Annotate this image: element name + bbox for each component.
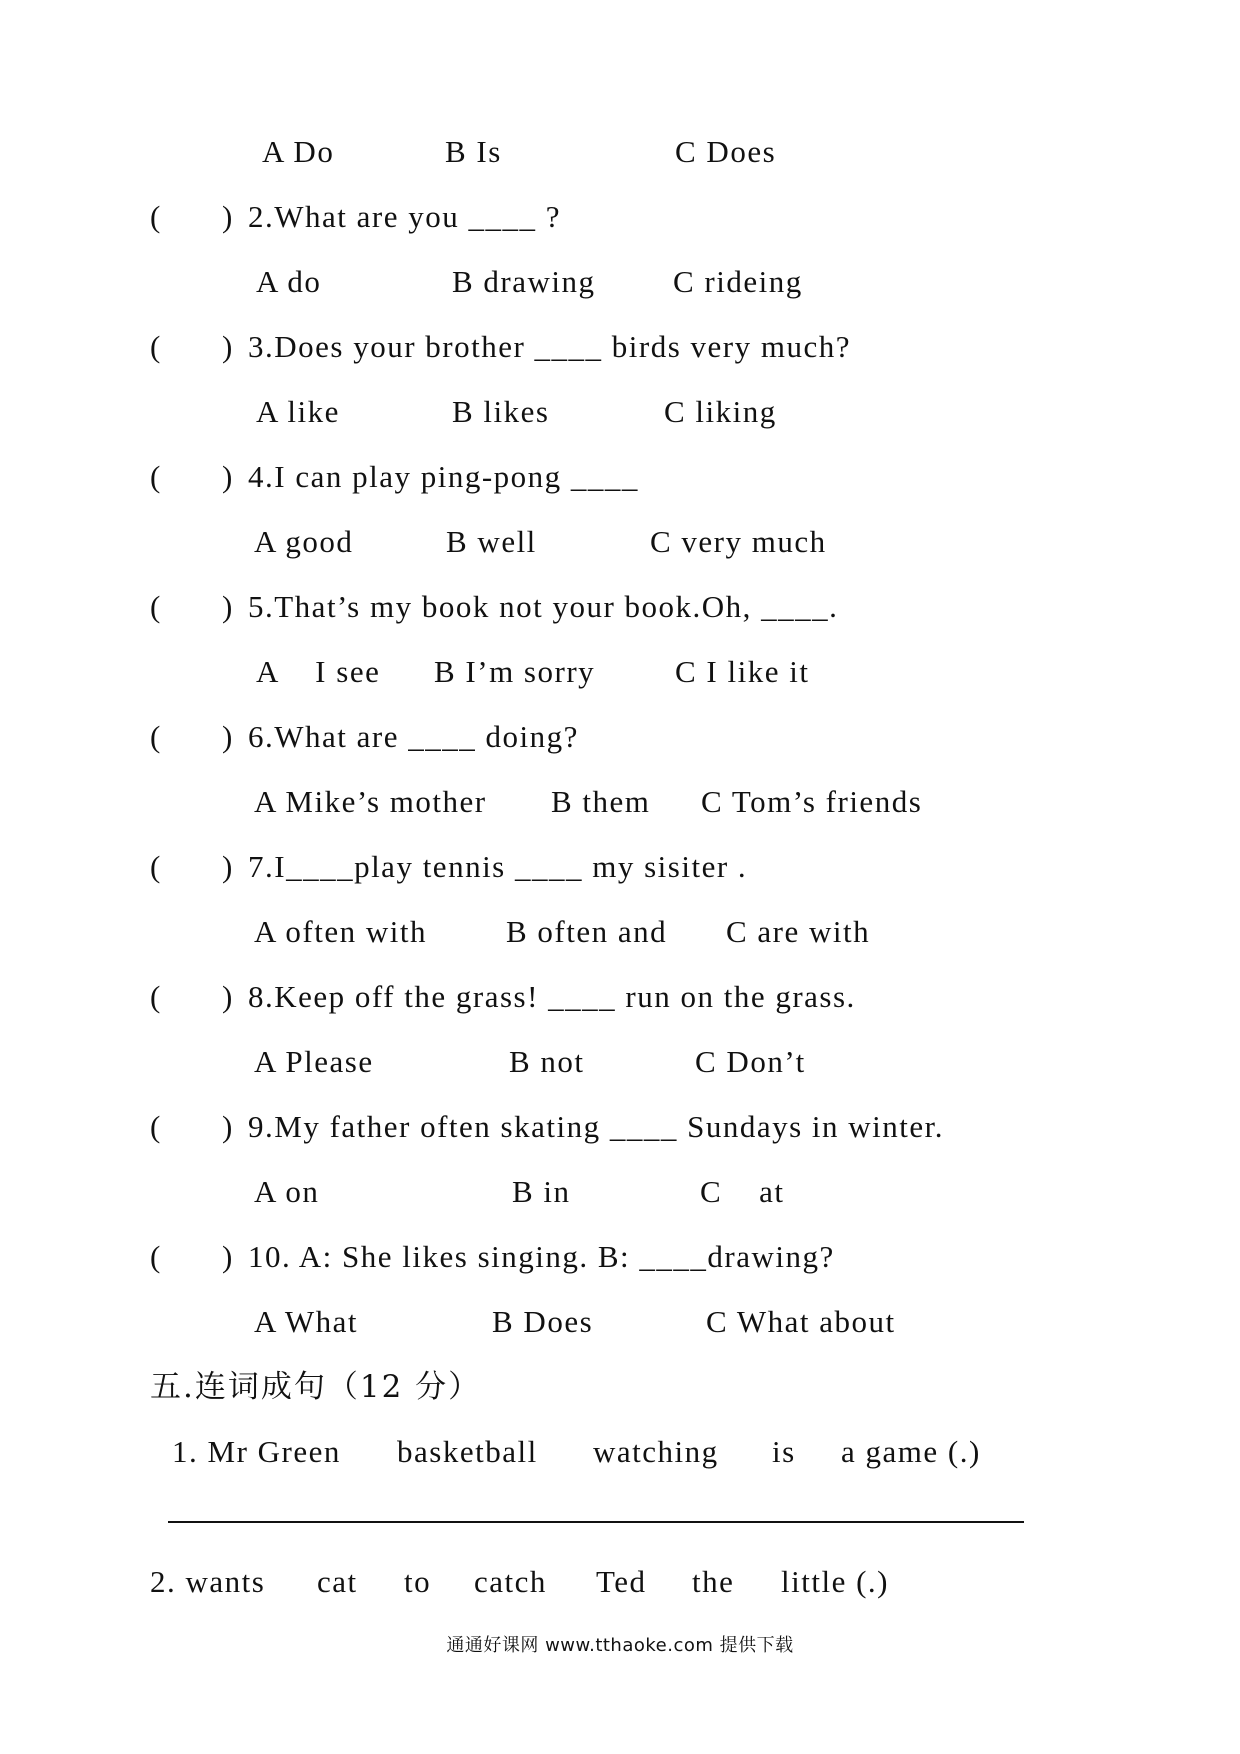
- option-c: C liking: [664, 394, 777, 429]
- word: little (.): [781, 1564, 889, 1599]
- answer-paren-close: ): [222, 1109, 233, 1144]
- option-c: C Does: [675, 134, 777, 169]
- answer-paren-open: (: [150, 1239, 161, 1274]
- option-c: C I like it: [675, 654, 810, 689]
- answer-paren-open: (: [150, 199, 161, 234]
- option-b: B well: [446, 524, 537, 559]
- answer-paren-close: ): [222, 979, 233, 1014]
- option-a: A Please: [254, 1044, 374, 1079]
- answer-line: [168, 1521, 1024, 1523]
- option-b: B often and: [506, 914, 668, 949]
- option-b: B drawing: [452, 264, 596, 299]
- option-b: B them: [551, 784, 651, 819]
- page-footer: 通通好课网 www.tthaoke.com 提供下载: [446, 1635, 794, 1656]
- question-text: 10. A: She likes singing. B: ____drawing?: [248, 1239, 835, 1274]
- option-a: A like: [256, 394, 340, 429]
- option-a: A often with: [254, 914, 427, 949]
- answer-paren-close: ): [222, 589, 233, 624]
- option-a: A I see: [256, 654, 381, 689]
- question-text: 8.Keep off the grass! ____ run on the grass.: [248, 979, 856, 1014]
- answer-paren-open: (: [150, 1109, 161, 1144]
- option-c: C What about: [706, 1304, 896, 1339]
- option-a: A on: [254, 1174, 320, 1209]
- word: 2. wants: [150, 1564, 266, 1599]
- word: cat: [317, 1564, 358, 1599]
- option-b: B Does: [492, 1304, 594, 1339]
- option-b: B I’m sorry: [434, 654, 596, 689]
- option-c: C at: [700, 1174, 785, 1209]
- option-a: A Do: [262, 134, 335, 169]
- word: basketball: [397, 1434, 538, 1469]
- answer-paren-open: (: [150, 329, 161, 364]
- answer-paren-open: (: [150, 459, 161, 494]
- answer-paren-close: ): [222, 1239, 233, 1274]
- option-b: B likes: [452, 394, 550, 429]
- option-c: C Don’t: [695, 1044, 806, 1079]
- answer-paren-close: ): [222, 849, 233, 884]
- option-c: C are with: [726, 914, 871, 949]
- word: catch: [474, 1564, 547, 1599]
- option-b: B not: [509, 1044, 585, 1079]
- word: is: [772, 1434, 796, 1469]
- word: the: [692, 1564, 735, 1599]
- word: Ted: [596, 1564, 647, 1599]
- option-b: B Is: [445, 134, 502, 169]
- word: watching: [593, 1434, 719, 1469]
- answer-paren-close: ): [222, 459, 233, 494]
- option-c: C very much: [650, 524, 827, 559]
- answer-paren-open: (: [150, 589, 161, 624]
- answer-paren-open: (: [150, 849, 161, 884]
- question-text: 6.What are ____ doing?: [248, 719, 579, 754]
- option-a: A good: [254, 524, 354, 559]
- question-text: 2.What are you ____ ?: [248, 199, 561, 234]
- answer-paren-close: ): [222, 329, 233, 364]
- option-a: A What: [254, 1304, 358, 1339]
- option-a: A Mike’s mother: [254, 784, 487, 819]
- question-text: 4.I can play ping-pong ____: [248, 459, 639, 494]
- question-text: 3.Does your brother ____ birds very much?: [248, 329, 852, 364]
- option-c: C Tom’s friends: [701, 784, 923, 819]
- word: a game (.): [841, 1434, 981, 1469]
- word: 1. Mr Green: [172, 1434, 341, 1469]
- question-text: 9.My father often skating ____ Sundays in winter.: [248, 1109, 944, 1144]
- option-c: C rideing: [673, 264, 803, 299]
- answer-paren-open: (: [150, 979, 161, 1014]
- question-text: 7.I____play tennis ____ my sisiter .: [248, 849, 748, 884]
- question-text: 5.That’s my book not your book.Oh, ____.: [248, 589, 839, 624]
- option-b: B in: [512, 1174, 571, 1209]
- answer-paren-open: (: [150, 719, 161, 754]
- section-5-heading: 五.连词成句（12 分）: [150, 1369, 482, 1405]
- answer-paren-close: ): [222, 199, 233, 234]
- word: to: [404, 1564, 432, 1599]
- answer-paren-close: ): [222, 719, 233, 754]
- option-a: A do: [256, 264, 322, 299]
